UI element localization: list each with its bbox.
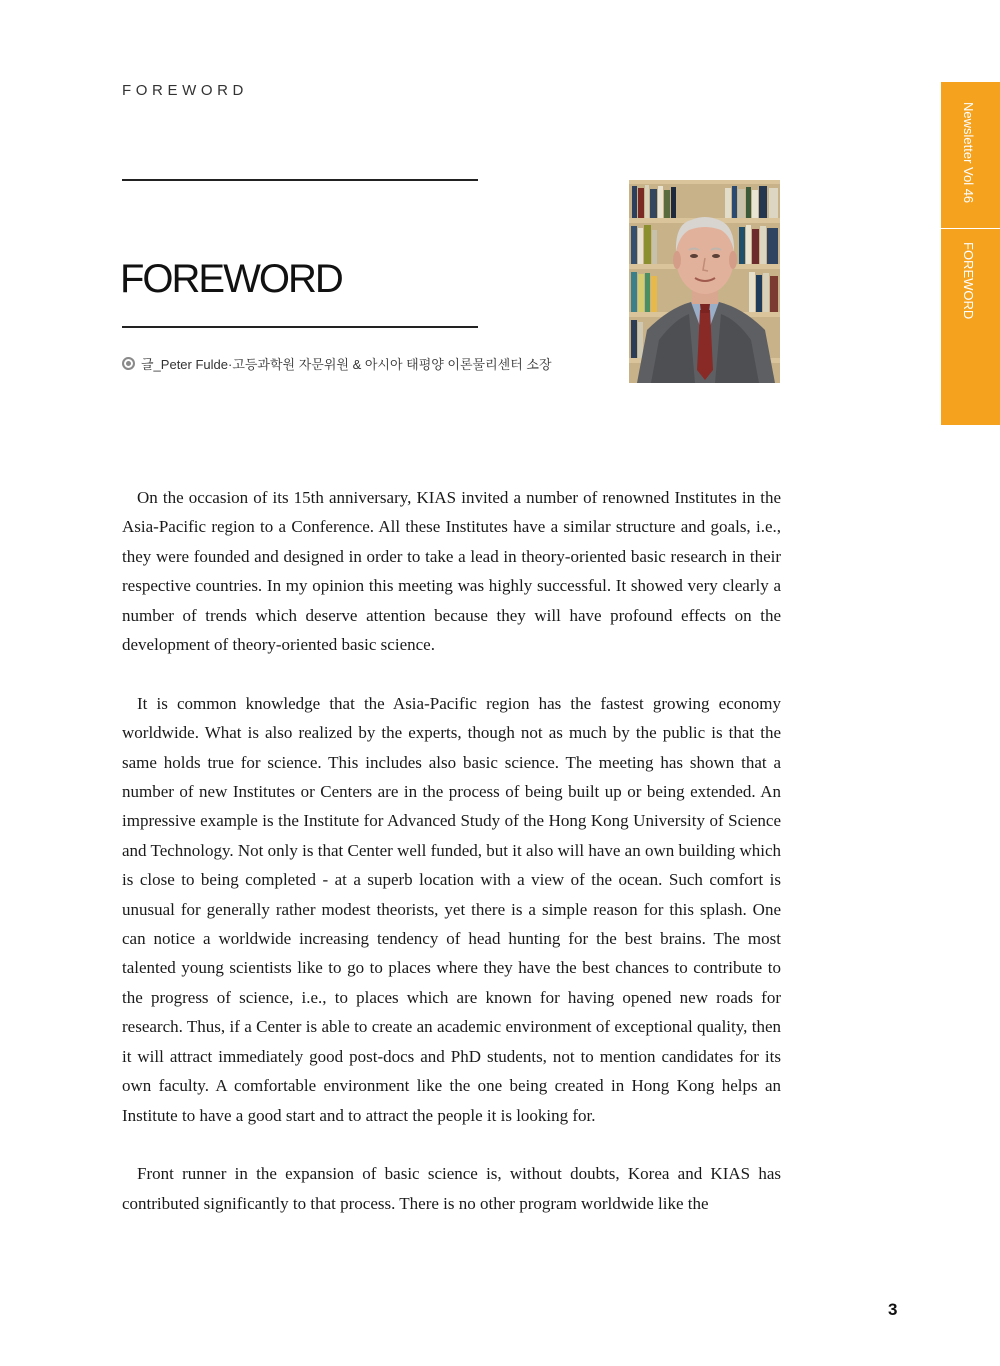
bullet-circle-icon xyxy=(122,357,135,370)
byline-text: 글_Peter Fulde·고등과학원 자문위원 & 아시아 태평양 이론물리센터 소장 xyxy=(141,357,552,372)
newsletter-volume-label: Newsletter Vol 46 xyxy=(961,102,976,204)
side-section-tab xyxy=(941,82,1000,425)
title-rule-bottom xyxy=(122,326,478,328)
author-portrait-photo xyxy=(629,180,780,383)
section-label: FOREWORD xyxy=(122,82,248,99)
article-body xyxy=(122,483,781,1248)
paragraph: On the occasion of its 15th anniversary, KIAS invited a number of renowned Institutes in the Asia-Pacific region to a Conference. All these Institutes have a similar structure and goals, i.e., they were founded and designed in order to take a lead in theory-oriented basic research in their respective countries. In my opinion this meeting was highly successful. It showed very clearly a number of trends which deserve attention because they will have profound effects on the development of theory-oriented basic science. xyxy=(122,488,781,655)
tab-divider xyxy=(941,228,1000,229)
tab-section-label: FOREWORD xyxy=(961,242,976,320)
page-number: 3 xyxy=(888,1300,898,1319)
paragraph: It is common knowledge that the Asia-Pacific region has the fastest growing economy worldwide. What is also realized by the experts, though not as much by the public is that the same holds true for science. This includes also basic science. The meeting has shown that a number of new Institutes or Centers are in the process of being built up or being extended. An impressive example is the Institute for Advanced Study of the Hong Kong University of Science and Technology. Not only is that Center well funded, but it also will have an own building which is close to being completed - at a superb location with a view of the ocean. Such comfort is unusual for generally rather modest theorists, yet there is a simple reason for this splash. One can notice a worldwide increasing tendency of head hunting for the best brains. The most talented young scientists like to go to places where they have the best chances to contribute to the progress of science, i.e., to places which are known for having opened new roads for research. Thus, if a Center is able to create an academic environment of exceptional quality, then it will attract immediately good post-docs and PhD students, not to mention candidates for its own faculty. A comfortable environment like the one being created in Hong Kong helps an Institute to have a good start and to attract the people it is looking for. xyxy=(122,693,781,1125)
author-byline xyxy=(122,354,552,373)
paragraph: Front runner in the expansion of basic science is, without doubts, Korea and KIAS has contributed significantly to that process. There is no other program worldwide like the xyxy=(122,1164,781,1213)
page-title: FOREWORD xyxy=(120,256,342,301)
portrait-illustration xyxy=(629,180,780,383)
title-rule-top xyxy=(122,179,478,181)
